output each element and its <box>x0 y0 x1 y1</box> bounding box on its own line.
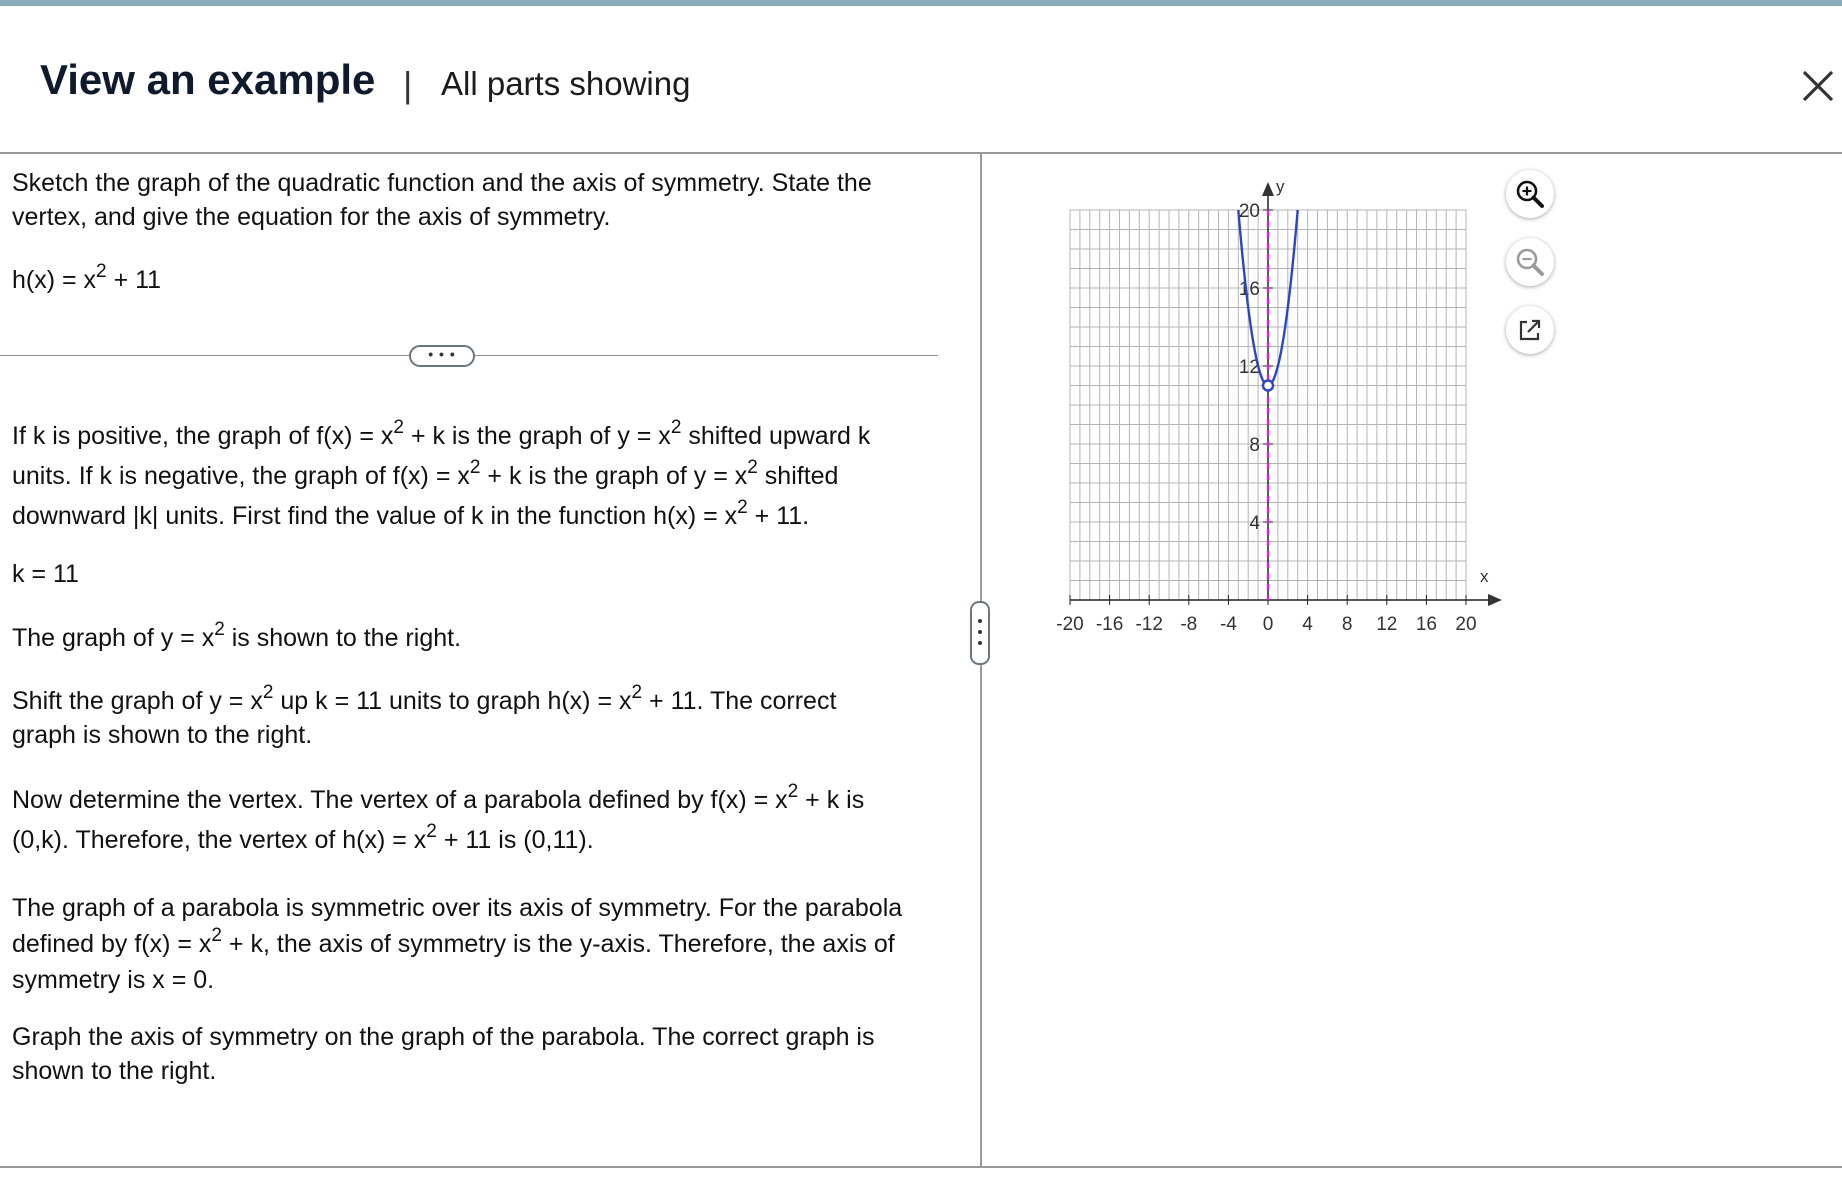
dialog-header <box>0 6 1842 152</box>
handle-dot <box>978 619 982 623</box>
y-tick-label: 20 <box>1238 201 1260 222</box>
y-tick-label: 12 <box>1238 357 1260 378</box>
parts-showing-label: All parts showing <box>441 65 691 102</box>
function-text: h(x) = x <box>12 266 97 294</box>
problem-instruction: Sketch the graph of the quadratic function and the axis of symmetry. State the vertex, and give the equation for the axis of symmetry. <box>12 169 872 231</box>
handle-dot <box>978 630 982 634</box>
solution-step-4: Now determine the vertex. The vertex of a parabola defined by $f(x) = x^2 + k$ is (0,k). Therefore, the vertex of $h(x) = x^2 + 11$ is (0,11). <box>12 780 865 854</box>
y-axis-arrow <box>1262 182 1274 196</box>
zoom-in-icon <box>1514 178 1546 210</box>
close-button[interactable] <box>1798 64 1842 114</box>
x-tick-label: 12 <box>1376 614 1398 635</box>
x-tick-label: -8 <box>1180 614 1198 635</box>
x-tick-label: 4 <box>1302 614 1313 635</box>
solution-step-5: The graph of a parabola is symmetric over its axis of symmetry. For the parabola defined by $f(x) = x^2 + k$, the axis of symmetry is the y-axis. Therefore, the axis of symmetry is x = 0. <box>12 894 903 994</box>
x-tick-label: 20 <box>1455 614 1477 635</box>
x-tick-label: 16 <box>1415 614 1437 635</box>
function-text-end: + 11 <box>106 266 162 294</box>
title-separator: | <box>403 64 413 105</box>
expand-button[interactable]: • • • <box>409 345 475 367</box>
solution-step-2: The graph of $y = x^2$ is shown to the right. <box>12 618 462 652</box>
y-tick-label: 8 <box>1249 435 1260 456</box>
dialog-title: View an example <box>40 56 376 103</box>
y-tick-label: 4 <box>1249 513 1260 534</box>
footer-divider <box>0 1166 1842 1168</box>
panel-resize-handle[interactable] <box>970 601 990 665</box>
x-tick-label: 8 <box>1341 614 1353 635</box>
close-icon[interactable] <box>1798 64 1838 104</box>
x-tick-label: -16 <box>1095 614 1124 635</box>
graph-panel <box>1040 170 1510 640</box>
zoom-out-button[interactable] <box>1506 238 1554 286</box>
function-exponent: 2 <box>96 260 107 282</box>
x-tick-label: -4 <box>1219 614 1237 635</box>
x-tick-label: -20 <box>1056 614 1084 635</box>
popout-button[interactable] <box>1506 306 1554 354</box>
x-tick-label: -12 <box>1135 614 1163 635</box>
x-axis-label: x <box>1480 567 1489 586</box>
solution-step-3: Shift the graph of $y = x^2$ up k = 11 units to graph $h(x) = x^2 + 11$. The correct graph is shown to the right. <box>12 681 837 749</box>
solution-step-1: If k is positive, the graph of $f(x) = x^2 + k$ is the graph of $y = x^2$ shifted upward k units. If k is negative, the graph of $f(x) = x^2 + k$ is the graph of $y = x^2$ shifted downward |k| units. First find the value of k in the function $h(x) = x^2 + 11$. <box>12 416 871 530</box>
example-content-panel <box>0 154 980 1166</box>
handle-dot <box>978 641 982 645</box>
vertex-point <box>1263 381 1273 391</box>
x-tick-label: 0 <box>1262 614 1274 635</box>
y-axis-label: y <box>1276 177 1285 196</box>
zoom-out-icon <box>1514 246 1546 278</box>
k-value: k = 11 <box>12 560 79 588</box>
problem-function <box>12 260 952 300</box>
zoom-in-button[interactable] <box>1506 170 1554 218</box>
y-tick-label: 16 <box>1238 279 1260 300</box>
solution-step-6: Graph the axis of symmetry on the graph of the parabola. The correct graph is shown to the right. <box>12 1023 875 1085</box>
x-axis-arrow <box>1488 594 1502 606</box>
popout-icon <box>1514 314 1546 346</box>
